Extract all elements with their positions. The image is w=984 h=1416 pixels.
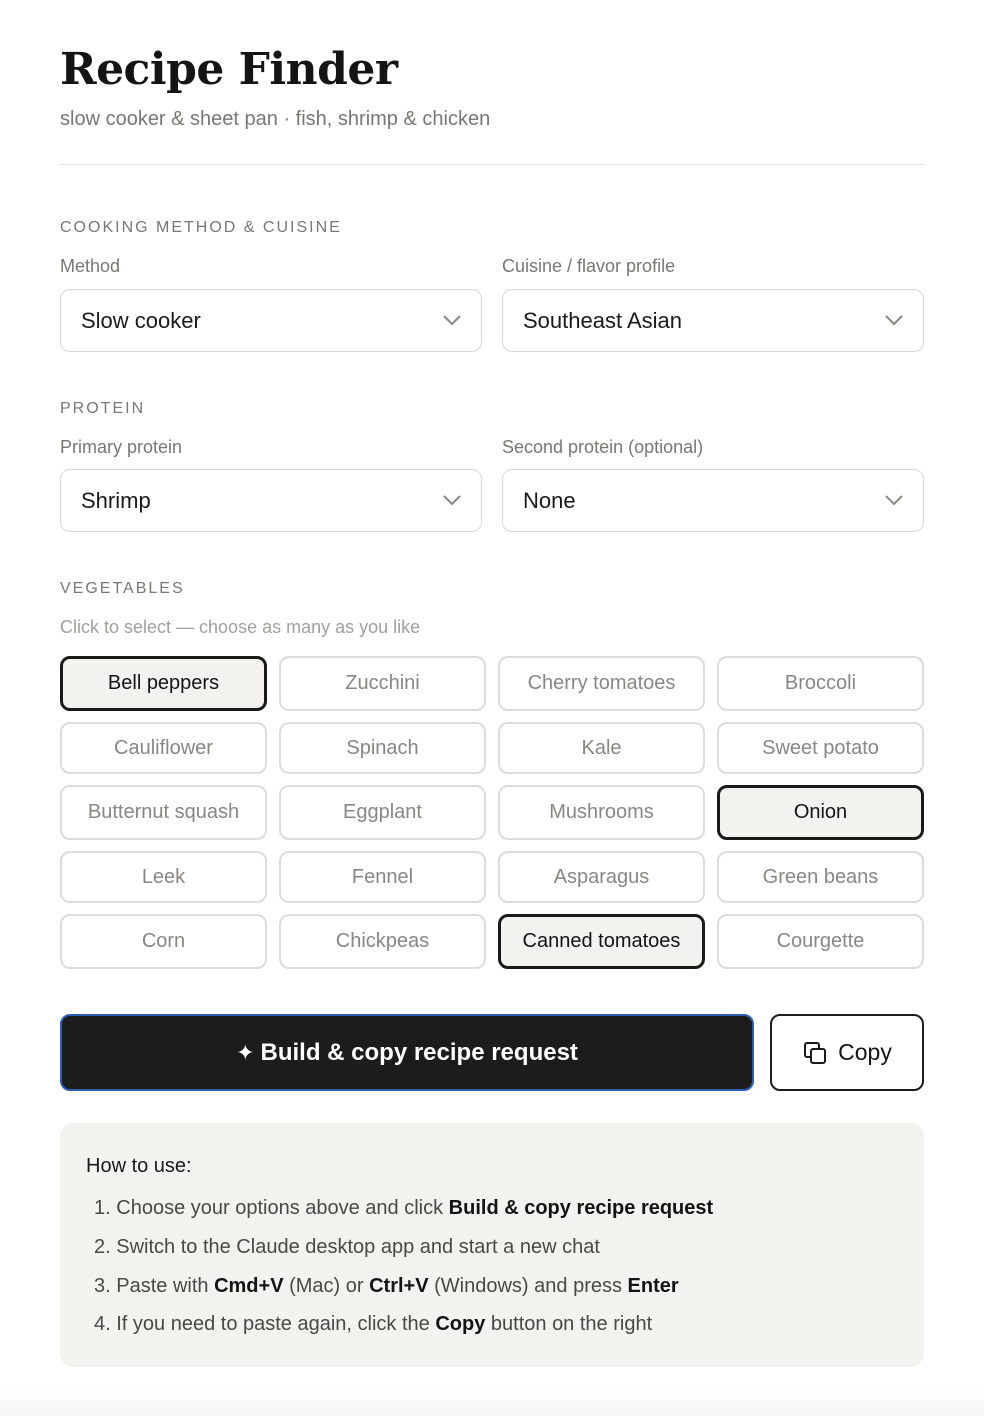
vegetables-hint: Click to select — choose as many as you like — [60, 617, 421, 637]
second-protein-label: Second protein (optional) — [502, 437, 704, 457]
vegetable-chip[interactable]: Fennel — [279, 851, 486, 903]
vegetable-chip[interactable]: Broccoli — [717, 656, 924, 711]
step-emphasis: Ctrl+V — [369, 1275, 429, 1297]
chevron-down-icon — [883, 312, 905, 328]
vegetable-chip[interactable]: Onion — [717, 785, 924, 840]
vegetable-chip[interactable]: Leek — [60, 851, 267, 903]
step-text: If you need to paste again, click the — [116, 1313, 436, 1335]
section-heading-vegetables: VEGETABLES — [60, 580, 185, 597]
vegetable-chip[interactable]: Eggplant — [279, 785, 486, 840]
vegetable-chip[interactable]: Cherry tomatoes — [498, 656, 705, 711]
how-to-step — [94, 1311, 652, 1337]
vegetable-chip[interactable]: Chickpeas — [279, 914, 486, 969]
step-text: Choose your options above and click — [116, 1197, 449, 1219]
chevron-down-icon — [441, 312, 463, 328]
build-copy-button-label: Build & copy recipe request — [260, 1038, 578, 1066]
vegetable-chip[interactable]: Kale — [498, 722, 705, 774]
build-copy-button[interactable] — [60, 1014, 754, 1091]
how-to-step — [94, 1195, 713, 1221]
vegetable-chip[interactable]: Corn — [60, 914, 267, 969]
step-emphasis: Enter — [627, 1275, 679, 1297]
how-to-use-heading: How to use: — [86, 1155, 192, 1177]
cuisine-label: Cuisine / flavor profile — [502, 256, 676, 276]
step-text: button on the right — [485, 1313, 653, 1335]
step-number: 1. — [94, 1197, 117, 1219]
vegetable-chip[interactable]: Courgette — [717, 914, 924, 969]
step-text: (Windows) and press — [428, 1275, 628, 1297]
chevron-down-icon — [883, 492, 905, 508]
step-text: Paste with — [116, 1275, 215, 1297]
vegetable-chip[interactable]: Asparagus — [498, 851, 705, 903]
step-emphasis: Build & copy recipe request — [448, 1197, 714, 1219]
copy-button-label: Copy — [838, 1039, 892, 1065]
how-to-use-panel — [60, 1123, 924, 1367]
vegetable-chip[interactable]: Sweet potato — [717, 722, 924, 774]
section-heading-protein: PROTEIN — [60, 400, 146, 417]
header-divider — [60, 164, 924, 165]
chevron-down-icon — [441, 492, 463, 508]
cuisine-select[interactable] — [502, 289, 924, 352]
method-select[interactable] — [60, 289, 482, 352]
vegetable-chip[interactable]: Green beans — [717, 851, 924, 903]
primary-protein-value: Shrimp — [81, 488, 151, 513]
vegetable-chip[interactable]: Zucchini — [279, 656, 486, 711]
second-protein-value: None — [523, 488, 576, 513]
primary-protein-label: Primary protein — [60, 437, 183, 457]
page-bottom-edge — [0, 1388, 984, 1416]
vegetable-chip[interactable]: Cauliflower — [60, 722, 267, 774]
second-protein-select[interactable] — [502, 469, 924, 532]
primary-protein-select[interactable] — [60, 469, 482, 532]
step-emphasis: Cmd+V — [214, 1275, 284, 1297]
step-text: (Mac) or — [283, 1275, 370, 1297]
page-title: Recipe Finder — [60, 44, 398, 95]
step-number: 3. — [94, 1275, 117, 1297]
step-emphasis: Copy — [435, 1313, 486, 1335]
vegetable-chip[interactable]: Canned tomatoes — [498, 914, 705, 969]
vegetable-chip[interactable]: Butternut squash — [60, 785, 267, 840]
step-number: 2. — [94, 1236, 117, 1258]
method-select-value: Slow cooker — [81, 308, 201, 333]
section-heading-method: COOKING METHOD & CUISINE — [60, 219, 342, 236]
how-to-step — [94, 1273, 679, 1299]
vegetable-chip[interactable]: Bell peppers — [60, 656, 267, 711]
vegetable-chip[interactable]: Spinach — [279, 722, 486, 774]
vegetable-chip[interactable]: Mushrooms — [498, 785, 705, 840]
copy-icon — [802, 1040, 828, 1066]
page-subtitle: slow cooker & sheet pan · fish, shrimp & chicken — [60, 108, 491, 130]
sparkle-icon: ✦ — [236, 1039, 255, 1065]
cuisine-select-value: Southeast Asian — [523, 308, 683, 333]
method-label: Method — [60, 256, 121, 276]
copy-button[interactable] — [770, 1014, 924, 1091]
step-text: Switch to the Claude desktop app and start a new chat — [116, 1236, 600, 1258]
how-to-step — [94, 1234, 600, 1260]
step-number: 4. — [94, 1313, 117, 1335]
